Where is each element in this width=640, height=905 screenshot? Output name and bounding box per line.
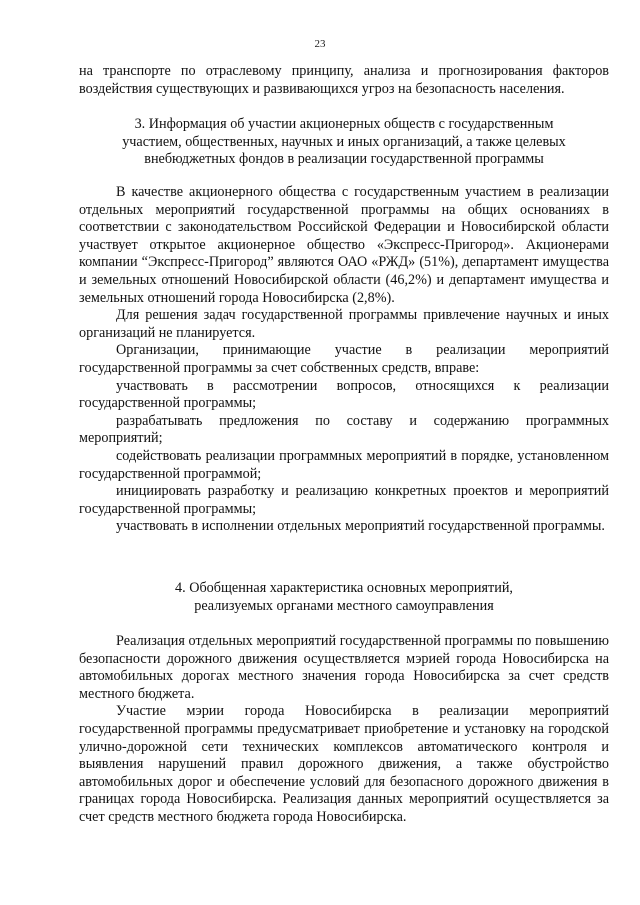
page-number: 23 (314, 38, 326, 50)
heading-line: реализуемых органами местного самоуправления (194, 597, 494, 614)
list-item: участвовать в исполнении отдельных мероприятий государственной программы. (116, 518, 605, 535)
heading-line: 4. Обобщенная характеристика основных мероприятий, (175, 580, 513, 596)
list-item: разрабатывать предложения по составу и содержанию программных мероприятий; (79, 412, 609, 447)
list-item: участвовать в рассмотрении вопросов, относящихся к реализации государственной программы; (79, 377, 609, 412)
section-3-heading (79, 116, 609, 169)
paragraph: Для решения задач государственной программы привлечение научных и иных организаций не планируется. (79, 307, 609, 341)
list-item: содействовать реализации программных мероприятий в порядке, установленном государственной программой; (79, 447, 609, 482)
paragraph: Участие мэрии города Новосибирска в реализации мероприятий государственной программы предусматривает приобретение и установку на городской улично-дорожной сети технических комплексов автоматического контроля и выявления нарушений правил дорожного движения, а также обустройство автомобильных дорог и обеспечение условий для безопасного дорожного движения в границах города Новосибирска. Реализация данных мероприятий осуществляется за счет средств местного бюджета города Новосибирска. (79, 703, 609, 825)
paragraph: Организации, принимающие участие в реализации мероприятий государственной программы за счет собственных средств, вправе: (79, 342, 609, 376)
heading-line: участием, общественных, научных и иных организаций, а также целевых (122, 133, 566, 150)
heading-line: 3. Информация об участии акционерных обществ с государственным (134, 116, 554, 132)
intro-continuation (79, 63, 609, 98)
paragraph: на транспорте по отраслевому принципу, анализа и прогнозирования факторов воздействия существующих и развивающихся угроз на безопасность населения. (79, 63, 609, 97)
section-4-body (79, 633, 609, 827)
list-item: инициировать разработку и реализацию конкретных проектов и мероприятий государственной программы; (79, 483, 609, 517)
section-3-body (79, 184, 609, 536)
paragraph: Реализация отдельных мероприятий государственной программы по повышению безопасности дорожного движения осуществляется мэрией города Новосибирска на автомобильных дорогах местного значения города Новосибирска за счет средств местного бюджета. (79, 633, 609, 702)
section-4-heading (79, 580, 609, 615)
paragraph: В качестве акционерного общества с государственным участием в реализации отдельных мероприятий государственной программы на общих основаниях в соответствии с законодательством Российской Федерации и Новосибирской области участвует открытое акционерное общество «Экспресс-Пригород». Акционерами компании “Экспресс-Пригород” являются ОАО «РЖД» (51%), департамент имущества и земельных отношений Новосибирской области (46,2%) и департамент имущества и земельных отношений города Новосибирска (2,8%). (79, 184, 609, 306)
heading-line: внебюджетных фондов в реализации государственной программы (144, 151, 544, 168)
